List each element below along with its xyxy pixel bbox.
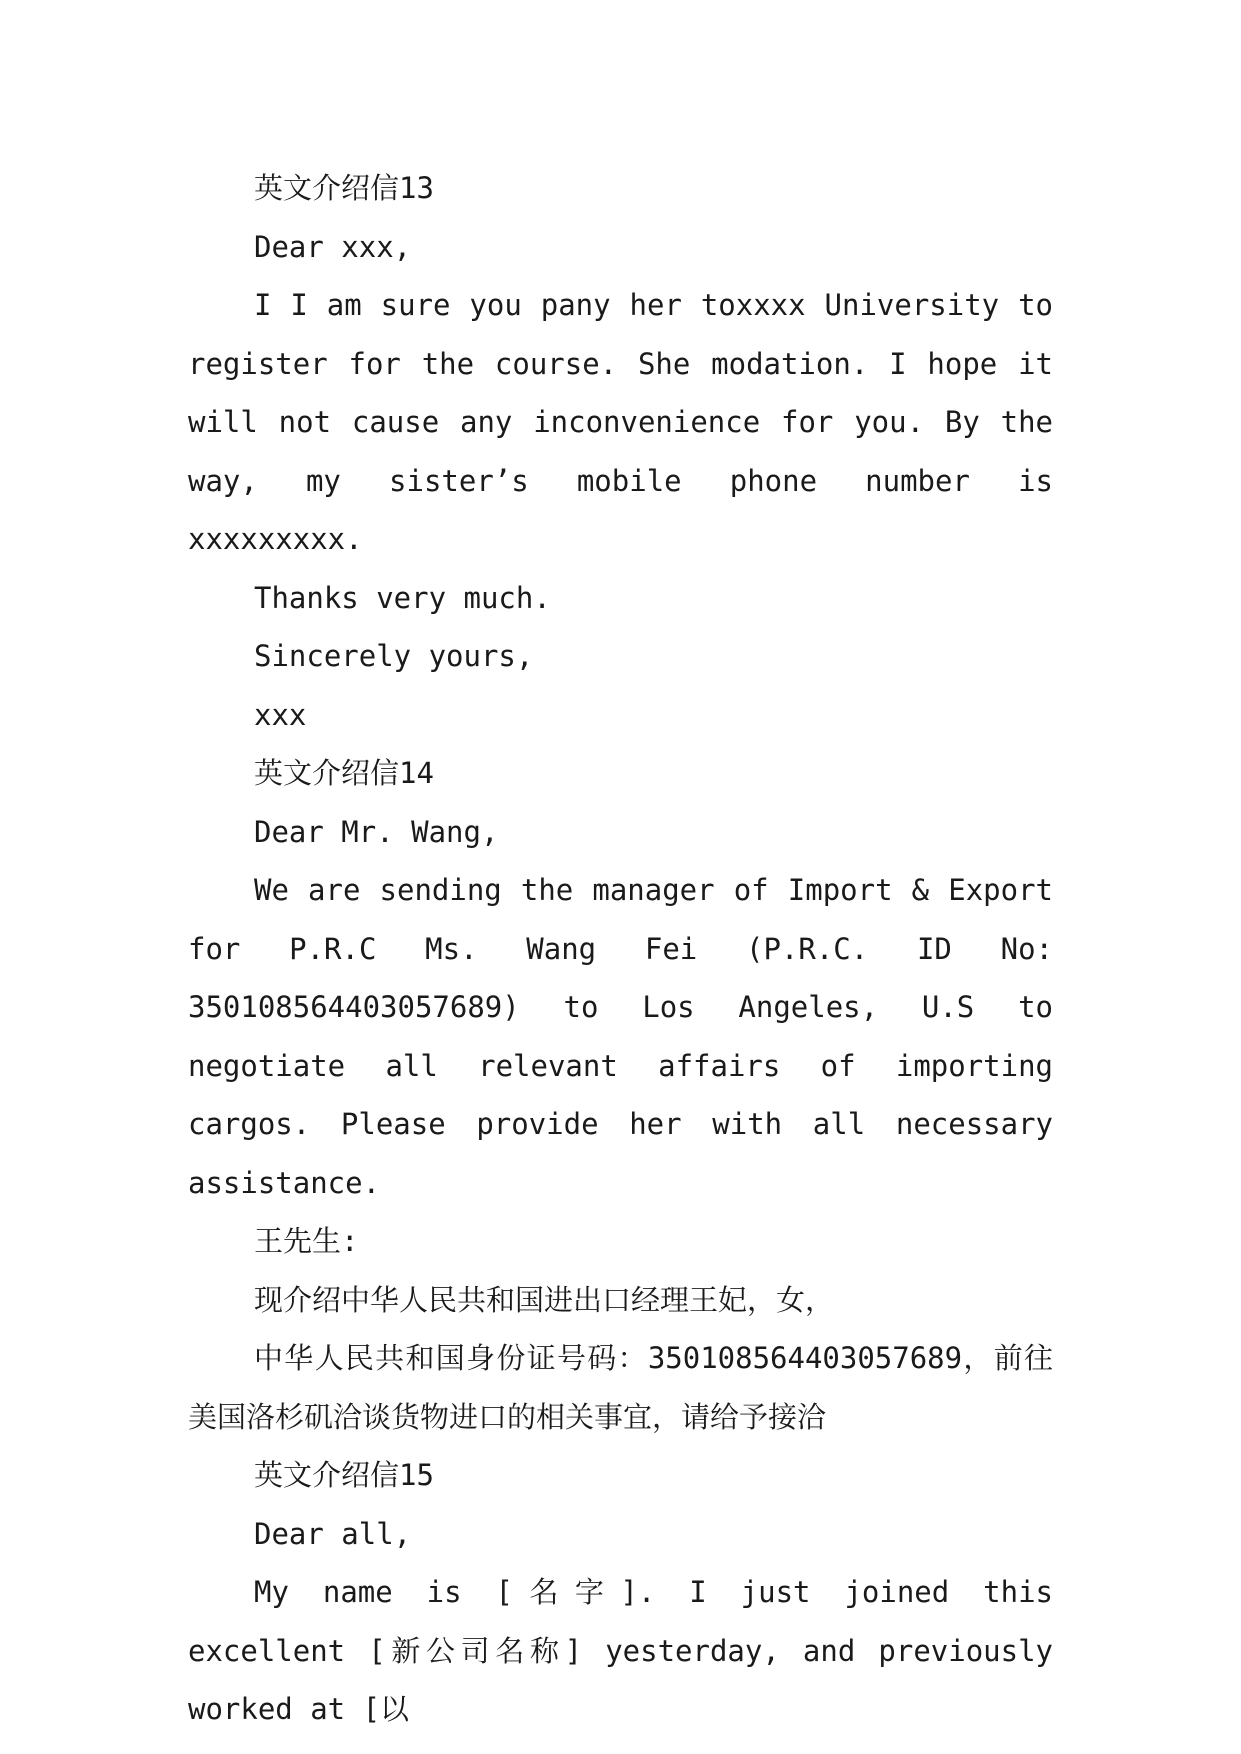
letter-13-heading: 英文介绍信13 — [254, 171, 434, 205]
letter-15-heading: 英文介绍信15 — [254, 1458, 434, 1492]
letter-13-thanks: Thanks very much. — [254, 580, 551, 615]
letter-15-salutation: Dear all, — [254, 1516, 412, 1551]
letter-14-body: We are sending the manager of Import & Export for P.R.C Ms. Wang Fei (P.R.C. ID No: 350108564403057689) to Los Angeles, U.S to negotiate all relevant affairs of importing cargos. Please provide her with all necessary assistance. — [188, 873, 1053, 1200]
letter-13-closing: Sincerely yours, — [254, 639, 534, 673]
document-content — [188, 159, 1053, 1739]
letter-14-cn-salutation: 王先生: — [254, 1224, 359, 1258]
letter-13-body: I I am sure you pany her toxxxx University to register for the course. She modation. I hope it will not cause any inconvenience for you. By the way, my sister’s mobile phone number is xxxxxxxxx. — [188, 288, 1053, 556]
letter-14-salutation: Dear Mr. Wang, — [254, 814, 499, 849]
letter-13-signature: xxx — [254, 697, 307, 732]
letter-14-cn-line-2: 中华人民共和国身份证号码：350108564403057689，前往美国洛杉矶洽谈货物进口的相关事宜，请给予接洽 — [188, 1341, 1053, 1434]
letter-13-salutation: Dear xxx, — [254, 229, 412, 264]
letter-14-heading: 英文介绍信14 — [254, 756, 434, 790]
letter-15-body: My name is [名字]. I just joined this excellent [新公司名称] yesterday, and previously worked at [以 — [188, 1575, 1053, 1726]
letter-14-cn-line-1: 现介绍中华人民共和国进出口经理王妃，女， — [254, 1282, 835, 1317]
